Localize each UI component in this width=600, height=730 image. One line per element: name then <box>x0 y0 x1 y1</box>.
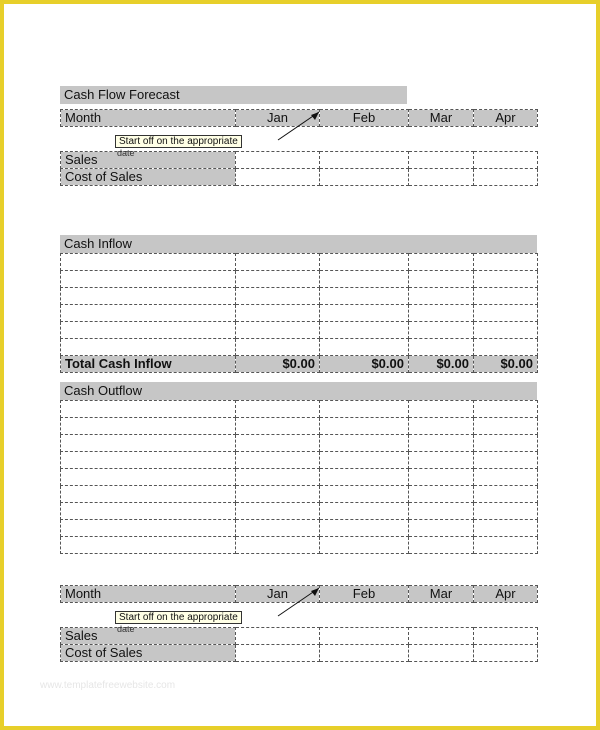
comment-note: Start off on the appropriate <box>115 135 242 148</box>
table-row <box>61 469 538 486</box>
month-apr: Apr <box>474 110 538 127</box>
comment-tail: date <box>117 624 135 634</box>
row-label-cost-of-sales: Cost of Sales <box>61 169 236 186</box>
cell[interactable] <box>320 628 409 645</box>
total-mar: $0.00 <box>409 356 474 373</box>
comment-arrow-icon <box>275 584 325 620</box>
cell[interactable] <box>474 628 538 645</box>
total-feb: $0.00 <box>320 356 409 373</box>
row-label-sales: Sales <box>61 628 236 645</box>
cell[interactable] <box>409 169 474 186</box>
table-row <box>61 435 538 452</box>
month-apr: Apr <box>474 586 538 603</box>
month-mar: Mar <box>409 586 474 603</box>
total-cash-inflow-row <box>61 356 538 373</box>
cell[interactable] <box>474 152 538 169</box>
month-jan: Jan <box>236 110 320 127</box>
table-row <box>61 503 538 520</box>
cell[interactable] <box>320 645 409 662</box>
month-feb: Feb <box>320 586 409 603</box>
table-row <box>61 271 538 288</box>
comment-arrow-icon <box>275 108 325 144</box>
table-row <box>61 452 538 469</box>
cash-outflow-header: Cash Outflow <box>60 382 537 400</box>
table-row <box>61 305 538 322</box>
table-row <box>61 520 538 537</box>
table-row <box>61 339 538 356</box>
comment-note: Start off on the appropriate <box>115 611 242 624</box>
total-cash-inflow-label: Total Cash Inflow <box>61 356 236 373</box>
cell[interactable] <box>320 169 409 186</box>
row-label-sales: Sales <box>61 152 236 169</box>
cell[interactable] <box>474 645 538 662</box>
cell[interactable] <box>236 169 320 186</box>
table-row <box>61 537 538 554</box>
month-label: Month <box>61 110 236 127</box>
cash-inflow-header: Cash Inflow <box>60 235 537 253</box>
table-row <box>61 418 538 435</box>
cell[interactable] <box>236 628 320 645</box>
cell[interactable] <box>320 152 409 169</box>
month-feb: Feb <box>320 110 409 127</box>
cash-outflow-table <box>60 400 538 554</box>
sheet-title: Cash Flow Forecast <box>60 86 407 104</box>
table-row <box>61 486 538 503</box>
table-row <box>61 288 538 305</box>
table-row <box>61 322 538 339</box>
watermark: www.templatefreewebsite.com <box>40 680 176 691</box>
month-label: Month <box>61 586 236 603</box>
table-row <box>61 401 538 418</box>
row-label-cost-of-sales: Cost of Sales <box>61 645 236 662</box>
cell[interactable] <box>474 169 538 186</box>
cell[interactable] <box>409 152 474 169</box>
table-row <box>61 169 538 186</box>
table-row <box>61 645 538 662</box>
comment-tail: date <box>117 148 135 158</box>
cell[interactable] <box>236 152 320 169</box>
cell[interactable] <box>236 645 320 662</box>
total-apr: $0.00 <box>474 356 538 373</box>
cash-inflow-table <box>60 253 538 373</box>
total-jan: $0.00 <box>236 356 320 373</box>
month-mar: Mar <box>409 110 474 127</box>
month-jan: Jan <box>236 586 320 603</box>
cell[interactable] <box>409 645 474 662</box>
table-row <box>61 254 538 271</box>
cell[interactable] <box>409 628 474 645</box>
